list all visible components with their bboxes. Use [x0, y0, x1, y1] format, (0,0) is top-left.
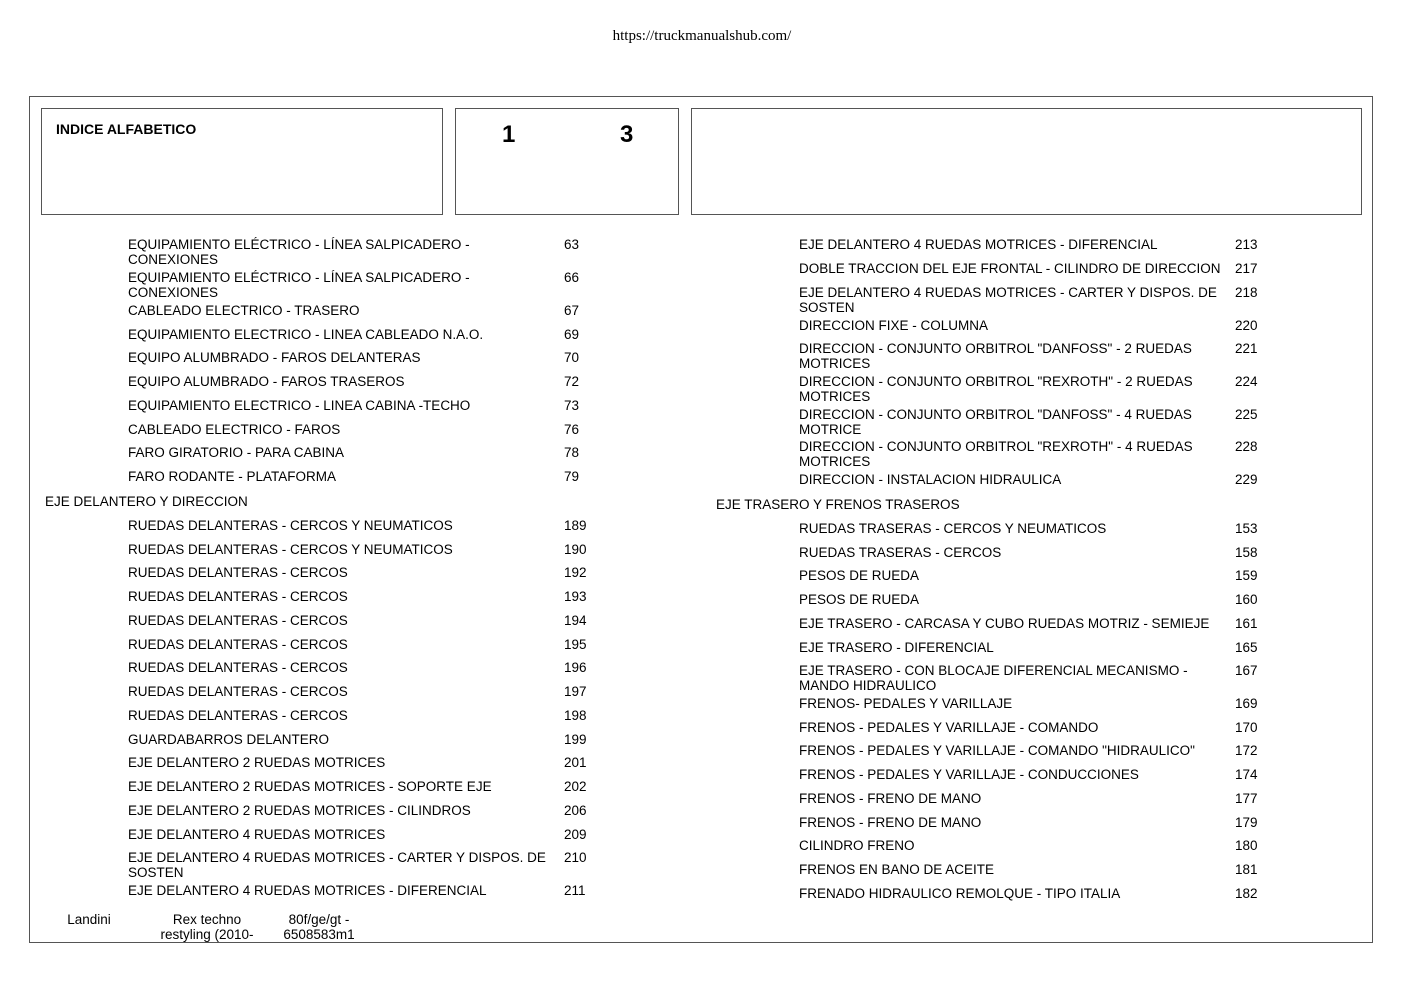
entry-page-number: 79 [564, 469, 580, 484]
entry-page-number: 209 [564, 827, 587, 842]
entry-page-number: 153 [1235, 521, 1258, 536]
entry-label: EQUIPAMIENTO ELÉCTRICO - LÍNEA SALPICADERO - CONEXIONES [128, 270, 470, 300]
entry-page-number: 189 [564, 518, 587, 533]
entry-label: EJE DELANTERO 4 RUEDAS MOTRICES - CARTER Y DISPOS. DE SOSTEN [799, 285, 1217, 315]
entry-label: FRENOS - FRENO DE MANO [799, 815, 982, 830]
entry-label: RUEDAS DELANTERAS - CERCOS [128, 589, 348, 604]
footer-code: 80f/ge/gt - 6508583m1 [283, 912, 355, 942]
entry-label: EJE DELANTERO 2 RUEDAS MOTRICES - SOPORTE EJE [128, 779, 492, 794]
entry-label: RUEDAS DELANTERAS - CERCOS [128, 684, 348, 699]
entry-label: FRENADO HIDRAULICO REMOLQUE - TIPO ITALIA [799, 886, 1121, 901]
section-heading: EJE DELANTERO Y DIRECCION [45, 494, 248, 509]
entry-page-number: 177 [1235, 791, 1258, 806]
entry-page-number: 181 [1235, 862, 1258, 877]
entry-label: RUEDAS DELANTERAS - CERCOS [128, 613, 348, 628]
entry-page-number: 76 [564, 422, 580, 437]
entry-page-number: 225 [1235, 407, 1258, 422]
entry-page-number: 169 [1235, 696, 1258, 711]
entry-page-number: 72 [564, 374, 580, 389]
entry-page-number: 67 [564, 303, 580, 318]
entry-page-number: 78 [564, 445, 580, 460]
entry-label: RUEDAS DELANTERAS - CERCOS [128, 637, 348, 652]
entry-label: EQUIPAMIENTO ELECTRICO - LINEA CABINA -TECHO [128, 398, 471, 413]
entry-label: FRENOS - PEDALES Y VARILLAJE - COMANDO [799, 720, 1099, 735]
entry-label: DIRECCION - CONJUNTO ORBITROL "REXROTH" - 4 RUEDAS MOTRICES [799, 439, 1193, 469]
entry-page-number: 174 [1235, 767, 1258, 782]
source-url: https://truckmanualshub.com/ [612, 28, 792, 44]
entry-label: DOBLE TRACCION DEL EJE FRONTAL - CILINDRO DE DIRECCION [799, 261, 1221, 276]
entry-label: EJE DELANTERO 4 RUEDAS MOTRICES - CARTER Y DISPOS. DE SOSTEN [128, 850, 546, 880]
entry-label: RUEDAS DELANTERAS - CERCOS [128, 660, 348, 675]
entry-label: RUEDAS TRASERAS - CERCOS [799, 545, 1002, 560]
entry-label: RUEDAS DELANTERAS - CERCOS [128, 708, 348, 723]
entry-page-number: 179 [1235, 815, 1258, 830]
entry-page-number: 201 [564, 755, 587, 770]
entry-label: EQUIPAMIENTO ELECTRICO - LINEA CABLEADO N.A.O. [128, 327, 484, 342]
entry-label: EJE DELANTERO 2 RUEDAS MOTRICES [128, 755, 386, 770]
entry-page-number: 159 [1235, 568, 1258, 583]
entry-page-number: 69 [564, 327, 580, 342]
entry-page-number: 221 [1235, 341, 1258, 356]
entry-page-number: 161 [1235, 616, 1258, 631]
entry-label: EJE TRASERO - CON BLOCAJE DIFERENCIAL MECANISMO - MANDO HIDRAULICO [799, 663, 1188, 693]
entry-page-number: 194 [564, 613, 587, 628]
entry-label: EJE TRASERO - CARCASA Y CUBO RUEDAS MOTRIZ - SEMIEJE [799, 616, 1210, 631]
entry-page-number: 220 [1235, 318, 1258, 333]
entry-page-number: 180 [1235, 838, 1258, 853]
footer-brand: Landini [67, 912, 111, 927]
entry-page-number: 182 [1235, 886, 1258, 901]
entry-page-number: 210 [564, 850, 587, 865]
entry-page-number: 229 [1235, 472, 1258, 487]
entry-page-number: 218 [1235, 285, 1258, 300]
entry-page-number: 198 [564, 708, 587, 723]
entry-page-number: 190 [564, 542, 587, 557]
entry-label: RUEDAS DELANTERAS - CERCOS Y NEUMATICOS [128, 518, 453, 533]
entry-label: FRENOS EN BANO DE ACEITE [799, 862, 995, 877]
entry-label: FRENOS - PEDALES Y VARILLAJE - CONDUCCIONES [799, 767, 1139, 782]
entry-label: DIRECCION - CONJUNTO ORBITROL "DANFOSS" - 2 RUEDAS MOTRICES [799, 341, 1192, 371]
number-box [455, 108, 679, 215]
entry-label: CILINDRO FRENO [799, 838, 915, 853]
entry-label: PESOS DE RUEDA [799, 592, 920, 607]
section-number: 1 [502, 121, 516, 148]
entry-label: CABLEADO ELECTRICO - FAROS [128, 422, 341, 437]
entry-label: PESOS DE RUEDA [799, 568, 920, 583]
entry-label: FRENOS- PEDALES Y VARILLAJE [799, 696, 1013, 711]
entry-label: GUARDABARROS DELANTERO [128, 732, 330, 747]
title-box [41, 108, 443, 215]
entry-page-number: 228 [1235, 439, 1258, 454]
entry-page-number: 224 [1235, 374, 1258, 389]
entry-page-number: 165 [1235, 640, 1258, 655]
entry-page-number: 206 [564, 803, 587, 818]
entry-page-number: 160 [1235, 592, 1258, 607]
entry-label: EJE DELANTERO 4 RUEDAS MOTRICES - DIFERENCIAL [799, 237, 1158, 252]
entry-page-number: 167 [1235, 663, 1258, 678]
entry-page-number: 70 [564, 350, 580, 365]
entry-page-number: 63 [564, 237, 580, 252]
section-heading: EJE TRASERO Y FRENOS TRASEROS [716, 497, 960, 512]
entry-label: RUEDAS DELANTERAS - CERCOS Y NEUMATICOS [128, 542, 453, 557]
entry-page-number: 211 [564, 883, 586, 898]
entry-label: EJE DELANTERO 2 RUEDAS MOTRICES - CILINDROS [128, 803, 471, 818]
entry-label: EJE TRASERO - DIFERENCIAL [799, 640, 994, 655]
entry-page-number: 195 [564, 637, 587, 652]
entry-label: DIRECCION - INSTALACION HIDRAULICA [799, 472, 1062, 487]
info-box [691, 108, 1362, 215]
entry-label: EJE DELANTERO 4 RUEDAS MOTRICES - DIFERENCIAL [128, 883, 487, 898]
index-title: INDICE ALFABETICO [56, 121, 197, 137]
footer-model: Rex techno restyling (2010- [160, 912, 254, 942]
entry-label: FRENOS - PEDALES Y VARILLAJE - COMANDO "HIDRAULICO" [799, 743, 1195, 758]
entry-label: DIRECCION - CONJUNTO ORBITROL "DANFOSS" - 4 RUEDAS MOTRICE [799, 407, 1192, 437]
entry-label: RUEDAS TRASERAS - CERCOS Y NEUMATICOS [799, 521, 1107, 536]
entry-page-number: 197 [564, 684, 587, 699]
entry-label: EQUIPO ALUMBRADO - FAROS DELANTERAS [128, 350, 421, 365]
entry-page-number: 170 [1235, 720, 1258, 735]
entry-label: DIRECCION - CONJUNTO ORBITROL "REXROTH" - 2 RUEDAS MOTRICES [799, 374, 1193, 404]
entry-label: EQUIPAMIENTO ELÉCTRICO - LÍNEA SALPICADERO - CONEXIONES [128, 237, 470, 267]
entry-label: CABLEADO ELECTRICO - TRASERO [128, 303, 360, 318]
entry-label: FARO RODANTE - PLATAFORMA [128, 469, 337, 484]
entry-page-number: 217 [1235, 261, 1258, 276]
entry-label: RUEDAS DELANTERAS - CERCOS [128, 565, 348, 580]
entry-label: EJE DELANTERO 4 RUEDAS MOTRICES [128, 827, 386, 842]
entry-label: FRENOS - FRENO DE MANO [799, 791, 982, 806]
entry-page-number: 199 [564, 732, 587, 747]
entry-page-number: 158 [1235, 545, 1258, 560]
page-number: 3 [620, 121, 634, 148]
entry-page-number: 193 [564, 589, 587, 604]
entry-page-number: 213 [1235, 237, 1258, 252]
entry-page-number: 192 [564, 565, 587, 580]
entry-page-number: 196 [564, 660, 587, 675]
entry-page-number: 73 [564, 398, 580, 413]
entry-label: DIRECCION FIXE - COLUMNA [799, 318, 989, 333]
entry-page-number: 66 [564, 270, 580, 285]
entry-page-number: 202 [564, 779, 587, 794]
entry-label: FARO GIRATORIO - PARA CABINA [128, 445, 345, 460]
entry-label: EQUIPO ALUMBRADO - FAROS TRASEROS [128, 374, 405, 389]
entry-page-number: 172 [1235, 743, 1258, 758]
